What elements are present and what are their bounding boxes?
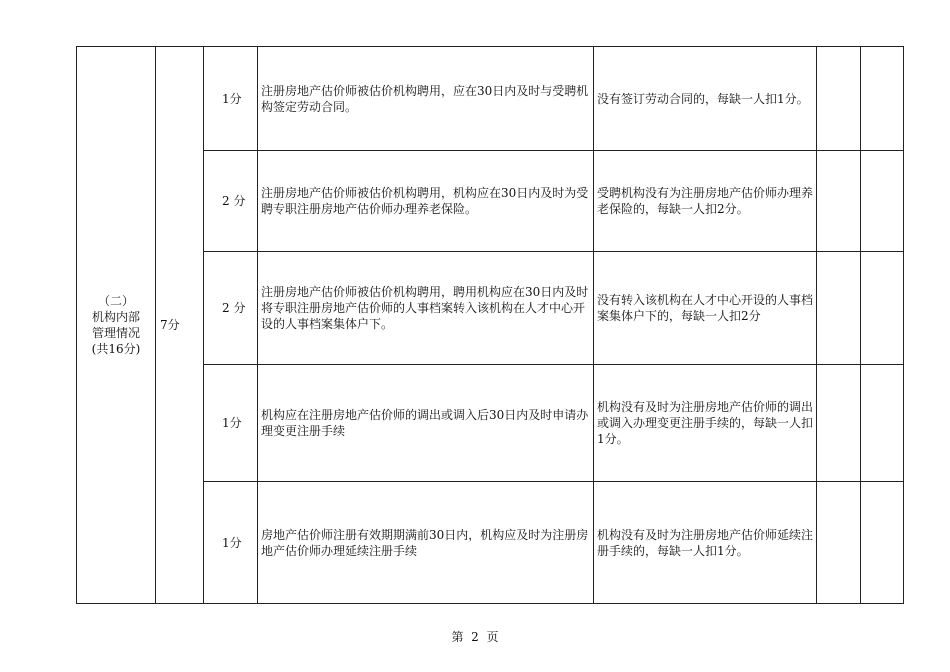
score-cell <box>817 482 861 604</box>
category-line: (共16分) <box>91 342 141 356</box>
requirement-cell: 房地产估价师注册有效期期满前30日内，机构应及时为注册房地产估价师办理延续注册手续 <box>258 482 594 604</box>
remark-cell <box>861 252 904 365</box>
requirement-cell: 注册房地产估价师被估价机构聘用，应在30日内及时与受聘机构签定劳动合同。 <box>258 47 594 151</box>
score-cell <box>817 151 861 252</box>
deduction-cell: 机构没有及时为注册房地产估价师延续注册手续的，每缺一人扣1分。 <box>594 482 817 604</box>
score-table-container <box>76 46 903 603</box>
remark-cell <box>861 482 904 604</box>
page-number: 第 2 页 <box>451 630 499 644</box>
deduction-cell: 没有转入该机构在人才中心开设的人事档案集体户下的，每缺一人扣2分 <box>594 252 817 365</box>
requirement-cell: 注册房地产估价师被估价机构聘用，聘用机构应在30日内及时将专职注册房地产估价师的人事档案转入该机构在人才中心开设的人事档案集体户下。 <box>258 252 594 365</box>
score-table <box>76 46 904 604</box>
deduction-cell: 没有签订劳动合同的，每缺一人扣1分。 <box>594 47 817 151</box>
deduction-cell: 受聘机构没有为注册房地产估价师办理养老保险的，每缺一人扣2分。 <box>594 151 817 252</box>
points-cell: 2 分 <box>204 151 258 252</box>
category-cell <box>77 47 156 604</box>
score-cell <box>817 252 861 365</box>
remark-cell <box>861 151 904 252</box>
points-cell: 1分 <box>204 47 258 151</box>
points-cell: 1分 <box>204 482 258 604</box>
score-cell <box>817 47 861 151</box>
remark-cell <box>861 47 904 151</box>
points-cell: 2 分 <box>204 252 258 365</box>
requirement-cell: 机构应在注册房地产估价师的调出或调入后30日内及时申请办理变更注册手续 <box>258 365 594 482</box>
category-line: 机构内部 <box>91 310 140 324</box>
category-line: （二） <box>97 294 134 308</box>
points-cell: 1分 <box>204 365 258 482</box>
category-line: 管理情况 <box>91 326 140 340</box>
requirement-cell: 注册房地产估价师被估价机构聘用，机构应在30日内及时为受聘专职注册房地产估价师办理养老保险。 <box>258 151 594 252</box>
remark-cell <box>861 365 904 482</box>
score-cell <box>817 365 861 482</box>
subtotal-cell: 7分 <box>156 47 204 604</box>
table-row <box>77 47 904 151</box>
deduction-cell: 机构没有及时为注册房地产估价师的调出或调入办理变更注册手续的，每缺一人扣1分。 <box>594 365 817 482</box>
